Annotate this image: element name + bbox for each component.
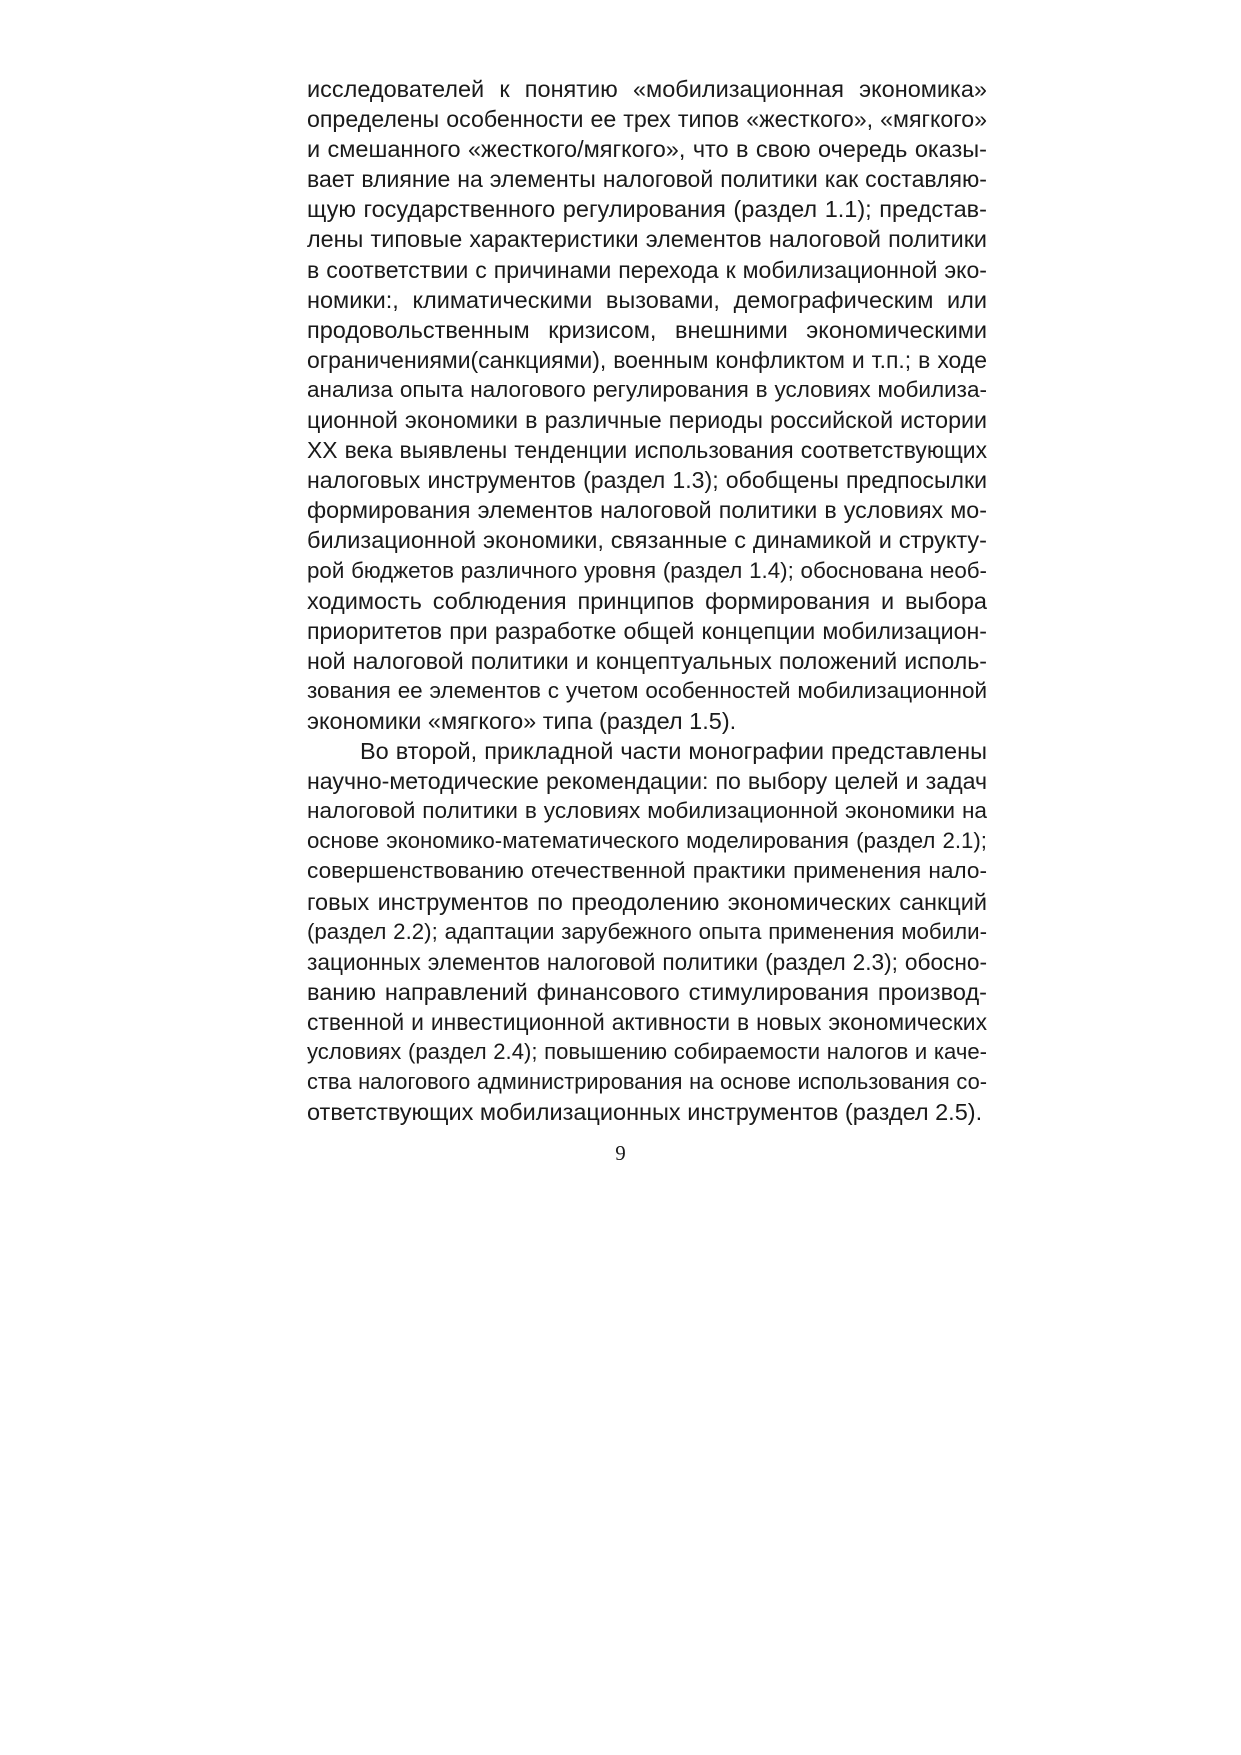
text-line: вает влияние на элементы налоговой политики как составляю-: [307, 166, 987, 193]
text-line: (раздел 2.2); адаптации зарубежного опыта применения мобили-: [307, 918, 987, 944]
text-line: в соответствии с причинами перехода к мобилизационной эко-: [307, 256, 987, 283]
text-line: ограничениями(санкциями), военным конфликтом и т.п.; в ходе: [307, 346, 987, 373]
text-line: рой бюджетов различного уровня (раздел 1.4); обоснована необ-: [307, 557, 987, 583]
text-line: зационных элементов налоговой политики (раздел 2.3); обосно-: [307, 948, 987, 975]
text-line: основе экономико-математического моделирования (раздел 2.1);: [307, 828, 987, 854]
text-line: лены типовые характеристики элементов налоговой политики: [307, 226, 987, 253]
text-line: налоговой политики в условиях мобилизационной экономики на: [307, 798, 987, 824]
text-line: формирования элементов налоговой политики в условиях мо-: [307, 497, 987, 524]
text-line: экономики «мягкого» типа (раздел 1.5).: [307, 707, 737, 734]
text-line: щую государственного регулирования (раздел 1.1); представ-: [307, 196, 987, 223]
text-line: продовольственным кризисом, внешними экономическими: [307, 316, 987, 343]
text-line: исследователей к понятию «мобилизационная экономика»: [307, 76, 987, 102]
text-line: номики:, климатическими вызовами, демографическим или: [307, 286, 987, 313]
text-line: приоритетов при разработке общей концепции мобилизацион-: [307, 617, 987, 644]
text-line: ходимость соблюдения принципов формирования и выбора: [307, 587, 987, 614]
text-line: анализа опыта налогового регулирования в условиях мобилиза-: [307, 376, 987, 402]
text-line: Во второй, прикладной части монографии представлены: [360, 738, 987, 765]
text-line: ционной экономики в различные периоды российской истории: [307, 407, 987, 434]
text-line: и смешанного «жесткого/мягкого», что в свою очередь оказы-: [307, 136, 987, 163]
text-line: XX века выявлены тенденции использования соответствующих: [307, 437, 987, 464]
text-line: научно-методические рекомендации: по выбору целей и задач: [307, 768, 987, 795]
paragraph-1: [307, 74, 987, 736]
text-line: ванию направлений финансового стимулирования производ-: [307, 978, 987, 1005]
text-line: ственной и инвестиционной активности в новых экономических: [307, 1008, 987, 1035]
text-line: совершенствованию отечественной практики применения нало-: [307, 858, 987, 884]
text-line: ной налоговой политики и концептуальных положений исполь-: [307, 647, 987, 674]
text-line: ства налогового администрирования на основе использования со-: [307, 1069, 987, 1095]
text-line: зования ее элементов с учетом особенностей мобилизационной: [307, 677, 987, 703]
text-line: говых инструментов по преодолению экономических санкций: [307, 888, 987, 915]
text-line: ответствующих мобилизационных инструментов (раздел 2.5).: [307, 1099, 983, 1126]
text-line: условиях (раздел 2.4); повышению собираемости налогов и каче-: [307, 1039, 987, 1064]
text-line: налоговых инструментов (раздел 1.3); обобщены предпосылки: [307, 467, 987, 494]
paragraph-2: [307, 736, 987, 1127]
page-number: 9: [615, 1141, 626, 1165]
text-line: определены особенности ее трех типов «жесткого», «мягкого»: [307, 106, 987, 133]
body-text: [307, 74, 987, 1127]
text-line: билизационной экономики, связанные с динамикой и структу-: [307, 527, 987, 554]
